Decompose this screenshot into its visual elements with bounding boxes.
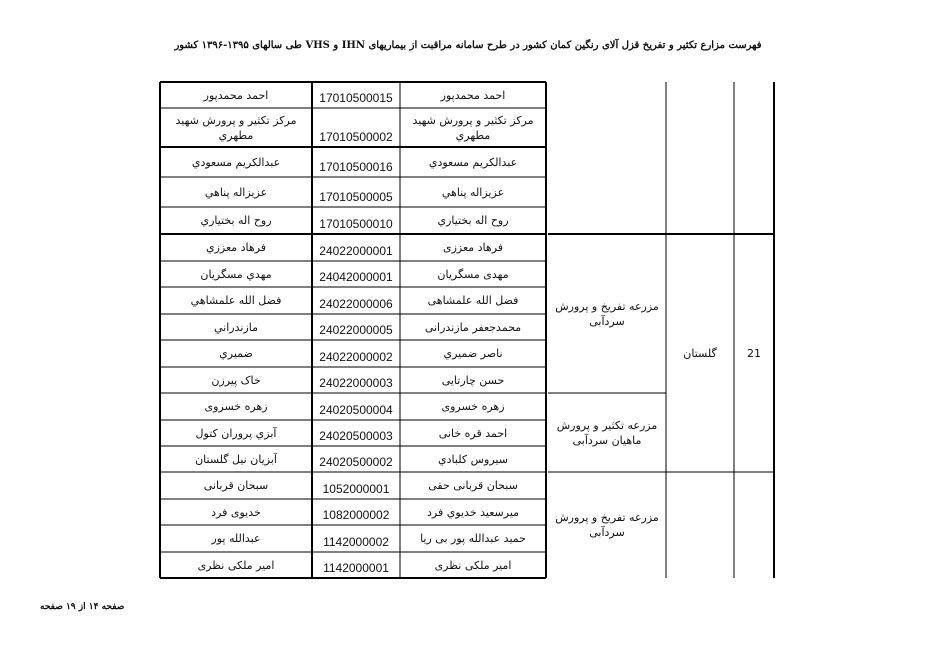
owner-name-cell: سبحان قربانی حقی — [428, 479, 518, 492]
owner-name-cell: میرسعید خدیوي فرد — [426, 505, 520, 519]
owner-name-cell: محمدجعفر مازندرانی — [424, 320, 522, 334]
farm-name-cell: فضل الله علمشاهي — [190, 294, 282, 307]
farm-name-cell: ضمیري — [219, 347, 253, 360]
owner-name-cell: عبدالکریم مسعودي — [428, 155, 518, 169]
page-title: فهرست مزارع تکثیر و تفریخ قزل آلای رنگین کمان کشور در طرح سامانه مراقبت از بیماریهای IHN و VHS طی سالهای ۱۳۹۵-۱۳۹۶ کشور — [174, 40, 762, 51]
farm-name-cell: مهدي مسگریان — [200, 267, 272, 281]
farm-name-cell: زهره خسروی — [204, 400, 268, 413]
farm-code-cell: 24022000001 — [319, 244, 393, 258]
owner-name-cell: احمد قره خانی — [438, 426, 508, 440]
farm-name-cell: آبزیان نیل گلستان — [195, 452, 277, 466]
farm-code-cell: 1142000001 — [323, 561, 389, 575]
farm-code-cell: 24020500003 — [319, 429, 393, 443]
farm-name-cell: خدیوی فرد — [211, 505, 261, 519]
farm-code-cell: 24020500002 — [319, 455, 393, 469]
farm-code-cell: 17010500005 — [319, 190, 393, 204]
farm-code-cell: 17010500016 — [319, 160, 393, 174]
owner-name-cell: عزیزاله پناهي — [441, 185, 505, 199]
farm-code-cell: 24020500004 — [319, 403, 393, 417]
farm-code-cell: 24022000006 — [319, 297, 393, 311]
farm-name-cell: عبدالله پور — [211, 532, 261, 545]
owner-name-cell: حسن چارتایی — [441, 373, 505, 387]
owner-name-cell: ناصر ضمیري — [443, 347, 503, 360]
owner-name-cell: فرهاد معززی — [442, 241, 504, 254]
owner-name-cell: حمید عبدالله پور بی ریا — [420, 532, 526, 545]
farm-type-cell: مزرعه تفریخ و پرورش سردآبی — [555, 299, 659, 328]
owner-name-cell: فضل الله علمشاهی — [427, 294, 519, 307]
farm-name-cell: احمد محمدپور — [203, 88, 269, 102]
farm-name-cell: روح اله بختیاري — [200, 214, 272, 227]
farm-code-cell: 24042000001 — [319, 270, 393, 284]
farm-name-cell: آبزي پروران کتول — [195, 426, 277, 440]
farm-name-cell: عبدالکریم مسعودي — [191, 155, 281, 169]
farm-name-cell: عزیزاله پناهي — [204, 185, 268, 199]
farm-code-cell: 1082000002 — [322, 508, 390, 522]
farm-type-cell: مزرعه تفریخ و پرورش سردآبی — [555, 511, 659, 539]
owner-name-cell: احمد محمدپور — [440, 88, 506, 102]
owner-name-cell: مهدی مسگریان — [437, 267, 509, 281]
farm-code-cell: 17010500010 — [319, 217, 393, 231]
owner-name-cell: امیر ملکی نظری — [434, 558, 512, 572]
farm-code-cell: 1142000002 — [323, 535, 389, 549]
farm-code-cell: 24022000005 — [319, 323, 393, 337]
farm-code-cell: 24022000003 — [319, 376, 393, 390]
farm-name-cell: امیر ملکی نظری — [197, 558, 275, 572]
page-number: صفحه ۱۴ از ۱۹ صفحه — [40, 602, 125, 612]
farm-code-cell: 17010500002 — [319, 130, 393, 144]
owner-name-cell: زهره خسروی — [441, 400, 505, 413]
farm-name-cell: مرکز تکثیر و پرورش شهید مطهري — [175, 113, 297, 142]
farm-code-cell: 1052000001 — [322, 482, 390, 496]
farm-name-cell: سبحان قربانی — [203, 479, 269, 492]
farm-name-cell: خاک پیرزن — [211, 373, 261, 387]
owner-name-cell: سیروس کلبادي — [438, 452, 508, 466]
province-cell: گلستان — [683, 346, 717, 360]
owner-name-cell: روح اله بختیاري — [437, 214, 509, 227]
owner-name-cell: مرکز تکثیر و پرورش شهید مطهري — [412, 113, 534, 142]
farm-type-cell: مزرعه تکثیر و پرورش ماهیان سردآبی — [556, 418, 658, 447]
farm-name-cell: فرهاد معززي — [205, 241, 267, 254]
farm-name-cell: مازندراني — [214, 320, 258, 334]
table-row-number: 21 — [747, 346, 761, 360]
farm-code-cell: 17010500015 — [319, 91, 393, 105]
farm-code-cell: 24022000002 — [319, 350, 393, 364]
